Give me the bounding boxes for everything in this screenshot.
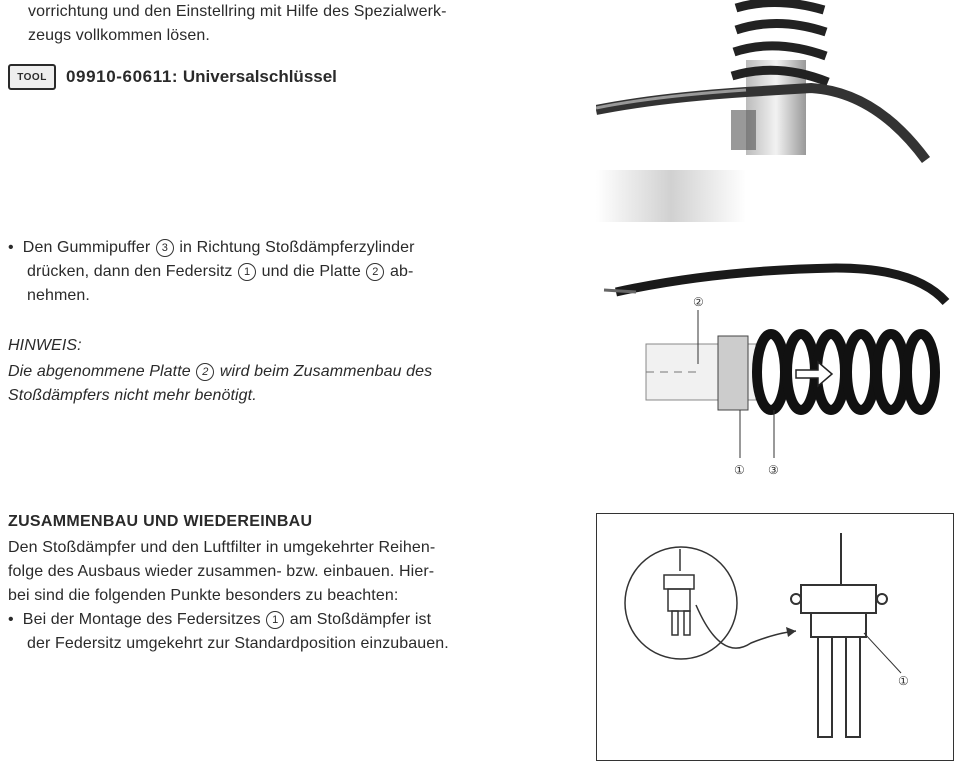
step-text: Den Gummipuffer [22,239,151,256]
ref-number: 2 [196,363,214,381]
toolbox-icon: TOOL [8,64,56,90]
note-text [8,360,568,408]
note-line: Stoßdämpfers nicht mehr benötigt. [8,387,257,404]
section-line: Den Stoßdämpfer und den Luftfilter in umgekehrter Reihen- [8,539,436,556]
step-text: und die Platte [261,263,361,280]
section-text [8,536,568,656]
spring-tool-illustration [596,0,956,222]
callout-label: ② [693,295,704,309]
figure-spring-tool [596,0,956,222]
figure-shock-absorber [596,262,956,484]
step-text: drücken, dann den Federsitz [27,263,233,280]
step-instruction [8,236,568,308]
step-paragraph [8,236,568,308]
step-text: in Richtung Stoßdämpferzylinder [179,239,415,256]
section-line: der Federsitz umgekehrt zur Standardposition einzubauen. [27,635,449,652]
intro-text [28,0,588,48]
section-line: Bei der Montage des Federsitzes [22,611,261,628]
step-text: nehmen. [27,287,90,304]
ref-number: 2 [366,263,384,281]
ref-number: 1 [238,263,256,281]
section-line: folge des Ausbaus wieder zusammen- bzw. einbauen. Hier- [8,563,435,580]
section-bullet [8,608,568,656]
step-text: ab- [389,263,414,280]
section-line: am Stoßdämpfer ist [289,611,432,628]
shock-absorber-illustration [596,262,956,484]
bullet: • [8,611,14,628]
callout-label: ① [734,463,745,477]
tool-label [66,67,337,87]
ref-number: 3 [156,239,174,257]
ref-number: 1 [266,611,284,629]
callout-label: ① [898,674,909,688]
intro-line: vorrichtung und den Einstellring mit Hilfe des Spezialwerk- [28,3,447,20]
tool-reference [8,64,337,90]
tool-number: 09910-60611: [66,67,179,86]
tool-name: Universalschlüssel [182,67,337,86]
note-line: Die abgenommene Platte [8,363,191,380]
bullet: • [8,239,14,256]
note-line: wird beim Zusammenbau des [219,363,433,380]
intro-line: zeugs vollkommen lösen. [28,27,210,44]
figure-spring-seat-diagram [596,513,954,761]
section-title: ZUSAMMENBAU UND WIEDEREINBAU [8,513,313,530]
note-heading: HINWEIS: [8,337,82,354]
spring-seat-diagram [596,513,954,761]
section-line: bei sind die folgenden Punkte besonders zu beachten: [8,587,399,604]
callout-label: ③ [768,463,779,477]
